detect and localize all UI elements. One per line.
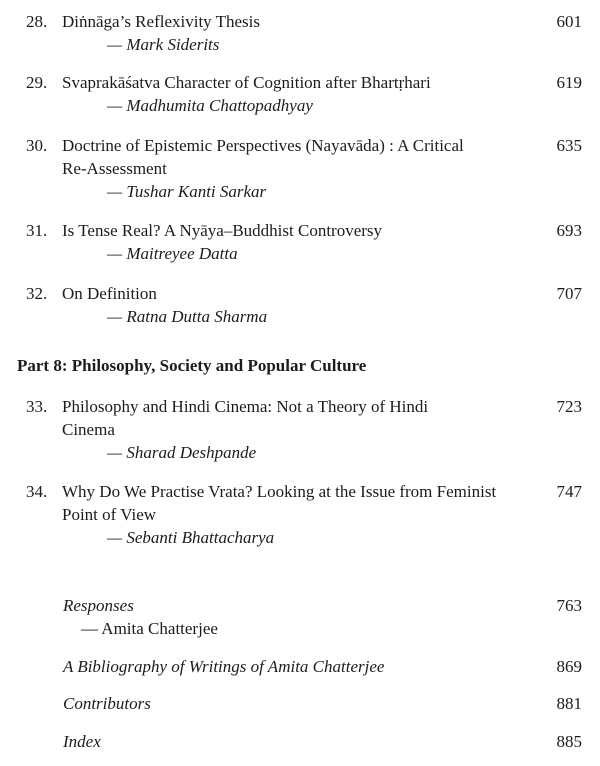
toc-contributors [63,692,582,715]
entry-title: Doctrine of Epistemic Perspectives (Nayavāda) : A Critical Re-Assessment [62,136,464,178]
toc-bibliography [63,655,582,678]
toc-entry-32 [26,282,582,328]
toc-responses [63,594,582,640]
toc-entry-31 [26,219,582,265]
entry-page-number: 619 [556,73,582,92]
toc-entry-34 [26,480,582,549]
entry-page-number: 693 [556,221,582,240]
toc-entry-29 [26,71,582,117]
entry-author: — Madhumita Chattopadhyay [107,96,313,115]
toc-index [63,730,582,753]
entry-number: 29. [26,73,48,92]
toc-entry-33 [26,395,582,464]
back-matter-page-number: 885 [556,732,582,751]
entry-title: Philosophy and Hindi Cinema: Not a Theory of Hindi Cinema [62,397,429,439]
entry-author: — Sebanti Bhattacharya [107,528,275,547]
back-matter-page-number: 763 [556,596,582,615]
entry-author: — Ratna Dutta Sharma [107,307,268,326]
entry-number: 34. [26,482,48,501]
entry-author: — Tushar Kanti Sarkar [107,182,267,201]
back-matter-title: Contributors [63,694,151,713]
toc-entry-30 [26,134,582,203]
back-matter-author: — Amita Chatterjee [81,619,218,638]
entry-title: Svaprakāśatva Character of Cognition after Bhartṛhari [62,73,431,92]
back-matter-title: A Bibliography of Writings of Amita Chatterjee [63,657,385,676]
toc-entry-28 [26,10,582,56]
entry-page-number: 723 [556,397,582,416]
back-matter-title: Responses [63,596,134,615]
back-matter-title: Index [63,732,101,751]
entry-number: 28. [26,12,48,31]
entry-author: — Mark Siderits [107,35,220,54]
back-matter-page-number: 881 [556,694,582,713]
entry-page-number: 635 [556,136,582,155]
entry-number: 31. [26,221,48,240]
entry-page-number: 747 [556,482,582,501]
entry-number: 33. [26,397,48,416]
entry-number: 32. [26,284,48,303]
entry-title: Is Tense Real? A Nyāya–Buddhist Controversy [62,221,383,240]
entry-title: On Definition [62,284,157,303]
part-heading: Part 8: Philosophy, Society and Popular Culture [17,356,367,375]
entry-page-number: 601 [556,12,582,31]
entry-title: Diṅnāga’s Reflexivity Thesis [62,12,260,31]
entry-title: Why Do We Practise Vrata? Looking at the Issue from Feminist Point of View [62,482,497,524]
entry-author: — Sharad Deshpande [107,443,257,462]
back-matter-page-number: 869 [556,657,582,676]
entry-page-number: 707 [556,284,582,303]
entry-number: 30. [26,136,48,155]
entry-author: — Maitreyee Datta [107,244,238,263]
